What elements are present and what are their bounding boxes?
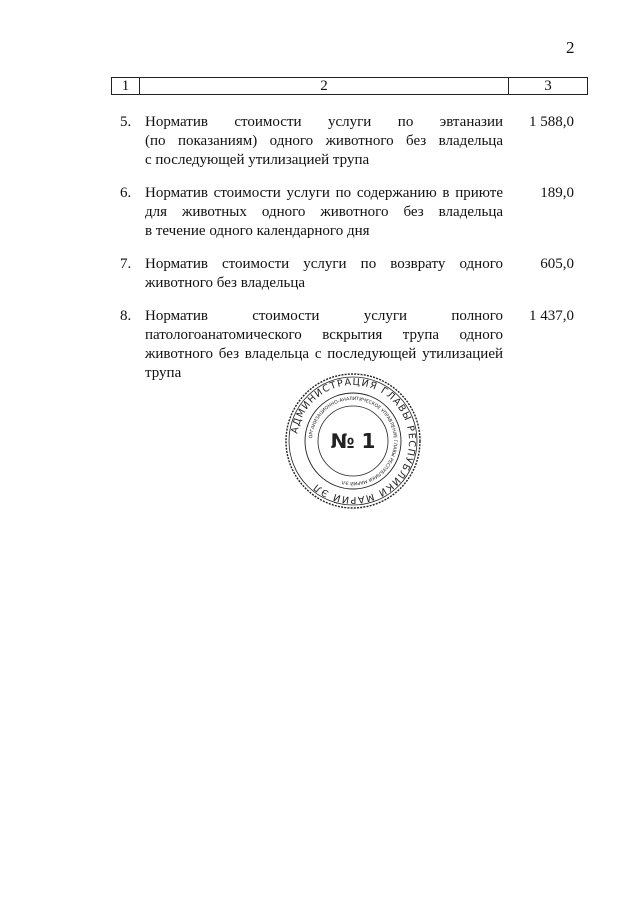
row-number: 5. (120, 114, 132, 130)
description-line: животного без владельца (145, 275, 306, 291)
description-line: трупа (145, 365, 182, 381)
description-line: патологоанатомического вскрытия трупа одного (145, 327, 503, 343)
header-col-1: 1 (112, 78, 140, 95)
row-value: 1 588,0 (529, 114, 574, 130)
table-row (111, 184, 588, 241)
description-line: в течение одного календарного дня (145, 223, 370, 239)
description-line: Норматив стоимости услуги по содержанию в приюте (145, 185, 503, 201)
row-value: 605,0 (540, 256, 574, 272)
description-line: Норматив стоимости услуги по эвтаназии (145, 114, 503, 130)
norms-list (111, 113, 588, 383)
table-row (111, 113, 588, 170)
description-line: Норматив стоимости услуги по возврату одного (145, 256, 503, 272)
table-row (111, 255, 588, 293)
description-line: Норматив стоимости услуги полного (145, 308, 503, 324)
table-header (111, 77, 588, 95)
page-number: 2 (566, 38, 575, 57)
stamp-inner-text: ОРГАНИЗАЦИОННО-АНАЛИТИЧЕСКОЕ УПРАВЛЕНИЕ ГЛАВЫ РЕСПУБЛИКИ МАРИЙ ЭЛ (309, 396, 398, 486)
row-description (145, 255, 503, 293)
row-description (145, 184, 503, 241)
row-value: 1 437,0 (529, 308, 574, 324)
description-line: для животных одного животного без владельца (145, 204, 503, 220)
stamp-outer-text: АДМИНИСТРАЦИЯ ГЛАВЫ РЕСПУБЛИКИ МАРИЙ ЭЛ (289, 376, 418, 506)
row-description (145, 113, 503, 170)
header-col-2: 2 (140, 78, 509, 95)
description-line: (по показаниям) одного животного без владельца (145, 133, 503, 149)
description-line: с последующей утилизацией трупа (145, 152, 370, 168)
row-number: 6. (120, 185, 132, 201)
official-stamp-seal (283, 371, 423, 511)
row-number: 8. (120, 308, 132, 324)
row-value: 189,0 (540, 185, 574, 201)
row-number: 7. (120, 256, 132, 272)
stamp-center-number: № 1 (330, 429, 376, 453)
header-col-3: 3 (509, 78, 588, 95)
description-line: животного без владельца с последующей утилизацией (145, 346, 503, 362)
